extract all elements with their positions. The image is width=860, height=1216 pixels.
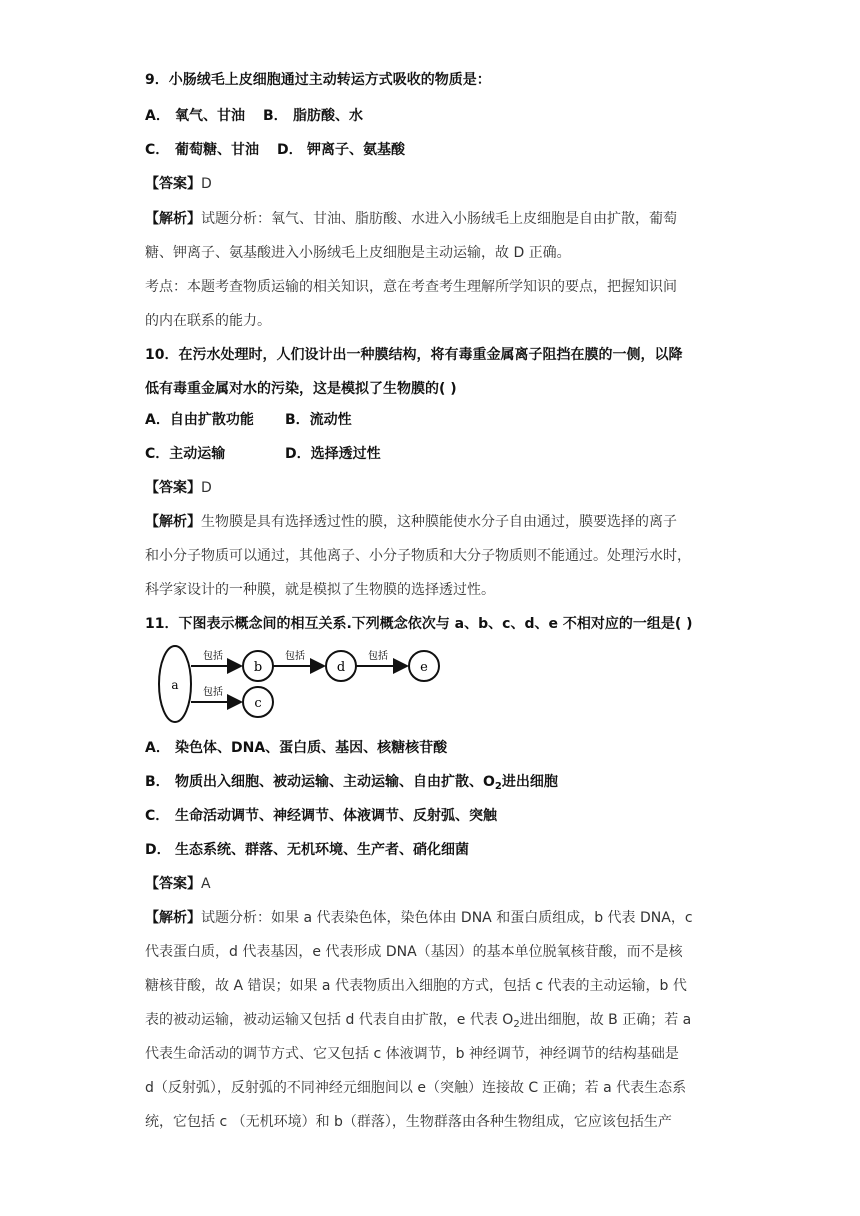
q11-analysis-4-tail: 进出细胞，故 B 正确；若 a [519,1012,692,1028]
q9-opt-b-letter: B． [263,108,288,124]
q10-opt-d: D．选择透过性 [285,446,381,462]
q9-options-cd [145,140,405,160]
q9-options-ab [145,106,363,126]
q9-analysis-line-1 [145,209,677,229]
diagram-label-b: b [253,660,263,675]
q11-analysis-line-1 [145,908,693,928]
q10-opt-c: C．主动运输 [145,446,226,462]
diagram-label-c: c [254,696,262,711]
q11-opt-b: 物质出入细胞、被动运输、主动运输、自由扩散、O [175,774,495,790]
q11-opt-a: 染色体、DNA、蛋白质、基因、核糖核苷酸 [175,740,448,756]
q11-answer-value: A [201,876,211,892]
q11-analysis-4-subscript: 2 [513,1019,520,1030]
q9-opt-a-letter: A． [145,108,170,124]
concept-diagram [145,642,445,726]
q11-opt-c: 生命活动调节、神经调节、体液调节、反射弧、突触 [175,808,497,824]
q10-analysis-text-1: 生物膜是具有选择透过性的膜，这种膜能使水分子自由通过，膜要选择的离子 [201,514,677,530]
q10-opt-a: A．自由扩散功能 [145,412,254,428]
q9-answer [145,174,212,194]
diagram-edge-label-ab: 包括 [203,651,223,662]
q11-opt-a-letter: A． [145,740,170,756]
q9-answer-tag: 【答案】 [145,176,201,192]
diagram-edge-label-de: 包括 [368,651,388,662]
diagram-label-e: e [420,660,428,675]
q10-question-line-1: 10．在污水处理时，人们设计出一种膜结构，将有毒重金属离子阻挡在膜的一侧，以降 [145,347,683,363]
q9-opt-d: 钾离子、氨基酸 [307,142,405,158]
q10-opt-b: B．流动性 [285,412,352,428]
diagram-edge-label-ac: 包括 [203,687,223,698]
q11-analysis-4-main: 表的被动运输，被动运输又包括 d 代表自由扩散，e 代表 O [145,1012,514,1028]
q10-answer-value: D [201,480,212,496]
q10-analysis-line-3: 科学家设计的一种膜，就是模拟了生物膜的选择透过性。 [145,582,495,598]
q11-opt-b-subscript: 2 [494,781,502,792]
q9-analysis-line-2: 糖、钾离子、氨基酸进入小肠绒毛上皮细胞是主动运输，故 D 正确。 [145,245,571,261]
q10-answer-tag: 【答案】 [145,480,201,496]
q9-opt-b: 脂肪酸、水 [293,108,363,124]
q11-analysis-line-4 [145,1010,691,1035]
q11-analysis-line-5: 代表生命活动的调节方式、它又包括 c 体液调节，b 神经调节，神经调节的结构基础是 [145,1046,679,1062]
q9-analysis-text-1: 试题分析：氧气、甘油、脂肪酸、水进入小肠绒毛上皮细胞是自由扩散，葡萄 [201,211,677,227]
q11-opt-d: 生态系统、群落、无机环境、生产者、硝化细菌 [175,842,469,858]
q11-answer [145,874,211,894]
q9-kaodian-line-2: 的内在联系的能力。 [145,313,271,329]
q10-options-cd [145,444,381,464]
q9-opt-d-letter: D． [277,142,303,158]
q11-opt-c-row [145,806,497,826]
q11-analysis-tag: 【解析】 [145,910,201,926]
q11-opt-b-row [145,772,558,797]
q11-analysis-line-3: 糖核苷酸，故 A 错误；如果 a 代表物质出入细胞的方式，包括 c 代表的主动运输，b 代 [145,978,687,994]
q10-options-ab [145,410,352,430]
diagram-label-d: d [336,660,346,675]
diagram-edge-label-bd: 包括 [285,651,305,662]
q9-question: 9．小肠绒毛上皮细胞通过主动转运方式吸收的物质是： [145,72,491,88]
q11-analysis-line-2: 代表蛋白质，d 代表基因，e 代表形成 DNA（基因）的基本单位脱氧核苷酸，而不是核 [145,944,683,960]
q11-opt-a-row [145,738,447,758]
q11-analysis-text-1: 试题分析：如果 a 代表染色体，染色体由 DNA 和蛋白质组成，b 代表 DNA，c [201,910,693,926]
q10-analysis-tag: 【解析】 [145,514,201,530]
q9-analysis-tag: 【解析】 [145,211,201,227]
q11-opt-c-letter: C． [145,808,170,824]
q11-answer-tag: 【答案】 [145,876,201,892]
q11-analysis-line-7: 统，它包括 c （无机环境）和 b（群落），生物群落由各种生物组成，它应该包括生产 [145,1114,672,1130]
q11-analysis-line-6: d（反射弧），反射弧的不同神经元细胞间以 e（突触）连接故 C 正确；若 a 代表生态系 [145,1080,687,1096]
q11-opt-b-letter: B． [145,774,170,790]
q9-opt-a: 氧气、甘油 [175,108,245,124]
q10-question-line-2: 低有毒重金属对水的污染，这是模拟了生物膜的( ) [145,381,457,397]
q9-opt-c-letter: C． [145,142,170,158]
q11-opt-b-tail: 进出细胞 [501,774,558,790]
diagram-label-a: a [171,678,179,692]
q9-answer-value: D [201,176,212,192]
q11-question: 11．下图表示概念间的相互关系.下列概念依次与 a、b、c、d、e 不相对应的一组是( ) [145,616,693,632]
q10-answer [145,478,212,498]
q11-opt-d-letter: D． [145,842,171,858]
q11-opt-d-row [145,840,469,860]
q9-kaodian-line-1: 考点：本题考查物质运输的相关知识，意在考查考生理解所学知识的要点，把握知识间 [145,279,677,295]
q9-opt-c: 葡萄糖、甘油 [175,142,259,158]
q10-analysis-line-1 [145,512,677,532]
q10-analysis-line-2: 和小分子物质可以通过，其他离子、小分子物质和大分子物质则不能通过。处理污水时， [145,548,691,564]
